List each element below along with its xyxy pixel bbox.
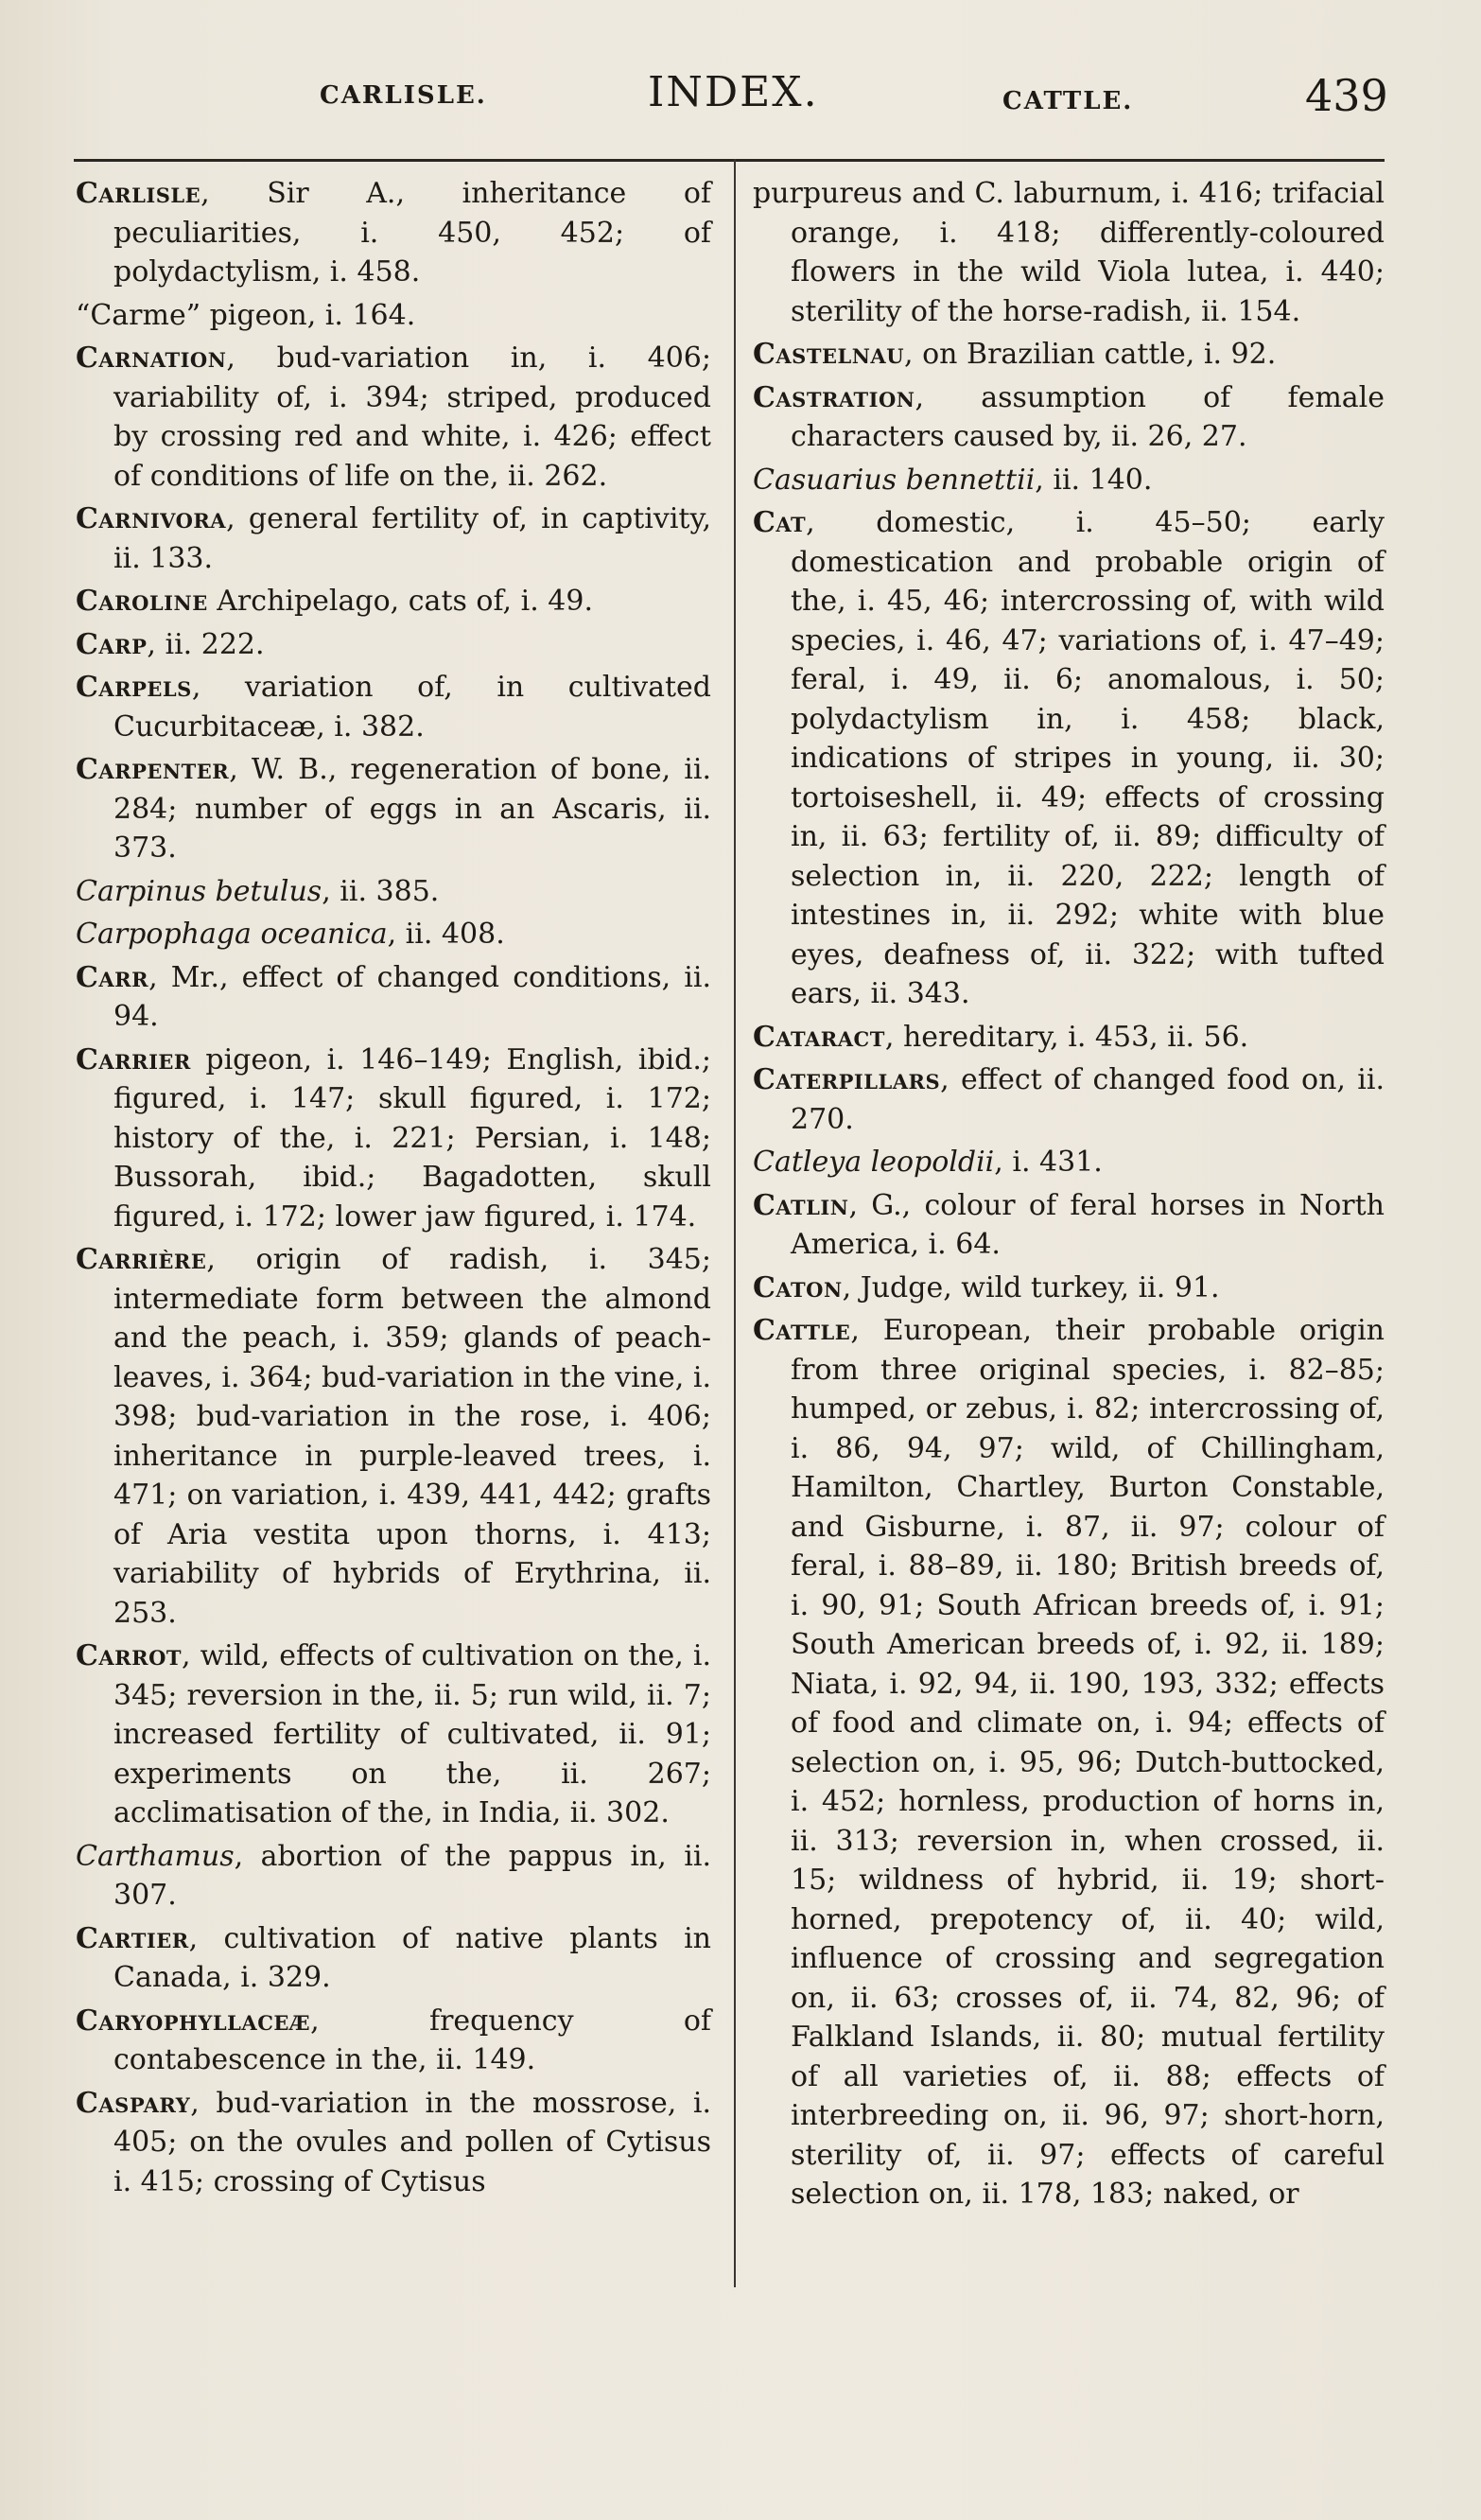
index-entry: [753, 461, 1385, 500]
index-entry: [76, 1837, 711, 1916]
entry-italic-heading: Carpinus betulus: [76, 874, 322, 908]
index-entry: [76, 1240, 711, 1633]
entry-italic-heading: Carthamus: [76, 1839, 235, 1873]
entry-heading: Carr: [76, 960, 149, 994]
entry-heading: Cattle: [753, 1314, 851, 1347]
index-entry: [76, 296, 711, 336]
index-entry: [753, 1018, 1385, 1058]
entry-text: , W. B., regeneration of bone, ii. 284; number of eggs in an Ascaris, ii. 373.: [113, 753, 711, 865]
entry-text: , Mr., effect of changed conditions, ii. 94.: [113, 960, 711, 1033]
entry-text: , ii. 140.: [1035, 463, 1153, 497]
left-column: [76, 174, 711, 2205]
index-entry: [76, 2084, 711, 2202]
index-entry: [76, 339, 711, 496]
entry-text: , G., colour of feral horses in North America, i. 64.: [791, 1188, 1385, 1261]
column-divider: [734, 159, 736, 2287]
index-entry: [753, 1060, 1385, 1139]
entry-heading: Caroline: [76, 585, 208, 618]
entry-text: , bud-variation in the mossrose, i. 405; on the ovules and pollen of Cytisus i. 415; crossing of Cytisus: [113, 2086, 711, 2198]
entry-heading: Carrier: [76, 1042, 191, 1076]
index-entry: [76, 668, 711, 746]
page-number: 439: [1305, 70, 1388, 121]
entry-heading: Carpels: [76, 671, 192, 704]
index-entry: [753, 1186, 1385, 1265]
index-entry: [76, 958, 711, 1037]
entry-text: , wild, effects of cultivation on the, i. 345; reversion in the, ii. 5; run wild, ii. 7; increased fertility of cultivated, ii. 91; experiments on the, ii. 267; acclimatisation of the, in India, ii. 302.: [113, 1639, 711, 1829]
entry-heading: Carp: [76, 627, 148, 661]
entry-text: , abortion of the pappus in, ii. 307.: [113, 1839, 711, 1912]
index-entry: [76, 625, 711, 665]
index-entry: [76, 1919, 711, 1998]
entry-heading: Cartier: [76, 1921, 189, 1955]
header-rule: [74, 159, 1385, 162]
entry-text: , Sir A., inheritance of peculiarities, i. 450, 452; of polydactylism, i. 458.: [113, 177, 711, 289]
index-entry: [76, 1636, 711, 1833]
entry-heading: Carpenter: [76, 753, 230, 786]
entry-italic-heading: Catleya leopoldii: [753, 1146, 995, 1179]
entry-heading: Carrière: [76, 1243, 207, 1276]
entry-heading: Cataract: [753, 1020, 885, 1054]
entry-text: purpureus and C. laburnum, i. 416; trifacial orange, i. 418; differently-coloured flowers in the wild Viola lutea, i. 440; sterility of the horse-radish, ii. 154.: [753, 177, 1385, 328]
entry-text: , ii. 222.: [147, 627, 265, 661]
index-entry: [753, 378, 1385, 457]
entry-text: , frequency of contabescence in the, ii. 149.: [113, 2004, 711, 2076]
entry-text: , i. 431.: [994, 1146, 1103, 1179]
index-entry: [76, 750, 711, 868]
entry-heading: Cat: [753, 506, 807, 539]
entry-text: “Carme” pigeon, i. 164.: [76, 298, 416, 332]
entry-heading: Carrot: [76, 1639, 182, 1672]
entry-text: , bud-variation in, i. 406; variability of, i. 394; striped, produced by crossing red and white, i. 426; effect of conditions of life on the, ii. 262.: [113, 341, 711, 493]
entry-text: , general fertility of, in captivity, ii. 133.: [113, 502, 711, 575]
entry-text: , variation of, in cultivated Cucurbitaceæ, i. 382.: [113, 671, 711, 744]
running-header: [76, 68, 1400, 144]
entry-text: , hereditary, i. 453, ii. 56.: [884, 1020, 1249, 1054]
index-entry: [753, 335, 1385, 375]
index-entry: [753, 1269, 1385, 1308]
entry-text: , on Brazilian cattle, i. 92.: [904, 338, 1277, 371]
index-entry: [76, 499, 711, 578]
entry-heading: Caspary: [76, 2086, 191, 2120]
index-entry: [753, 174, 1385, 331]
entry-italic-heading: Carpophaga oceanica: [76, 918, 388, 951]
entry-heading: Caterpillars: [753, 1063, 941, 1096]
entry-heading: Caton: [753, 1270, 843, 1304]
index-entry: [76, 1041, 711, 1237]
entry-heading: Carnation: [76, 341, 227, 375]
header-right-word: CATTLE.: [1002, 87, 1134, 115]
entry-text: , effect of changed food on, ii. 270.: [791, 1063, 1385, 1136]
header-title: INDEX.: [648, 68, 819, 116]
entry-text: Archipelago, cats of, i. 49.: [207, 585, 593, 618]
index-entry: [76, 582, 711, 621]
entry-text: , ii. 408.: [387, 918, 505, 951]
entry-text: , ii. 385.: [322, 874, 440, 908]
entry-heading: Castration: [753, 380, 915, 414]
entry-text: , cultivation of native plants in Canada, i. 329.: [113, 1921, 711, 1994]
entry-heading: Carnivora: [76, 502, 227, 535]
entry-heading: Caryophyllaceæ: [76, 2004, 311, 2038]
entry-text: , Judge, wild turkey, ii. 91.: [842, 1270, 1220, 1304]
index-entry: [76, 915, 711, 954]
entry-heading: Catlin: [753, 1188, 849, 1222]
index-entry: [753, 503, 1385, 1014]
index-entry: [76, 2002, 711, 2080]
index-entry: [753, 1143, 1385, 1182]
entry-italic-heading: Casuarius bennettii: [753, 463, 1036, 497]
entry-text: , European, their probable origin from three original species, i. 82–85; humped, or zebus, i. 82; intercrossing of, i. 86, 94, 97; wild, of Chillingham, Hamilton, Chartley, Burton Constable, and Gisburne, i. 87, ii. 97; colour of feral, i. 88–89, ii. 180; British breeds of, i. 90, 91; South African breeds of, i. 91; South American breeds of, i. 92, ii. 189; Niata, i. 92, 94, ii. 190, 193, 332; effects of food and climate on, i. 94; effects of selection on, i. 95, 96; Dutch-buttocked, i. 452; hornless, production of horns in, ii. 313; reversion in, when crossed, ii. 15; wildness of hybrid, ii. 19; short-horned, prepotency of, ii. 40; wild, influence of crossing and segregation on, ii. 63; crosses of, ii. 74, 82, 96; of Falkland Islands, ii. 80; mutual fertility of all varieties of, ii. 88; effects of interbreeding on, ii. 96, 97; short-horn, sterility of, ii. 97; effects of careful selection on, ii. 178, 183; naked, or: [791, 1314, 1385, 2211]
entry-text: , domestic, i. 45–50; early domestication and probable origin of the, i. 45, 46; intercrossing of, with wild species, i. 46, 47; variations of, i. 47–49; feral, i. 49, ii. 6; anomalous, i. 50; polydactylism in, i. 458; black, indications of stripes in young, ii. 30; tortoiseshell, ii. 49; effects of crossing in, ii. 63; fertility of, ii. 89; difficulty of selection in, ii. 220, 222; length of intestines in, ii. 292; white with blue eyes, deafness of, ii. 322; with tufted ears, ii. 343.: [791, 506, 1385, 1010]
entry-text: pigeon, i. 146–149; English, ibid.; figured, i. 147; skull figured, i. 172; history of the, i. 221; Persian, i. 148; Bussorah, ibid.; Bagadotten, skull figured, i. 172; lower jaw figured, i. 174.: [113, 1042, 711, 1234]
header-left-word: CARLISLE.: [320, 81, 487, 110]
right-column: [753, 174, 1385, 2218]
entry-heading: Castelnau: [753, 338, 905, 371]
index-entry: [753, 1311, 1385, 2214]
index-entry: [76, 872, 711, 912]
index-entry: [76, 174, 711, 292]
entry-text: , assumption of female characters caused by, ii. 26, 27.: [791, 380, 1385, 453]
entry-text: , origin of radish, i. 345; intermediate form between the almond and the peach, i. 359; glands of peach-leaves, i. 364; bud-variation in the vine, i. 398; bud-variation in the rose, i. 406; inheritance in purple-leaved trees, i. 471; on variation, i. 439, 441, 442; grafts of Aria vestita upon thorns, i. 413; variability of hybrids of Erythrina, ii. 253.: [113, 1243, 712, 1630]
entry-heading: Carlisle: [76, 177, 201, 210]
